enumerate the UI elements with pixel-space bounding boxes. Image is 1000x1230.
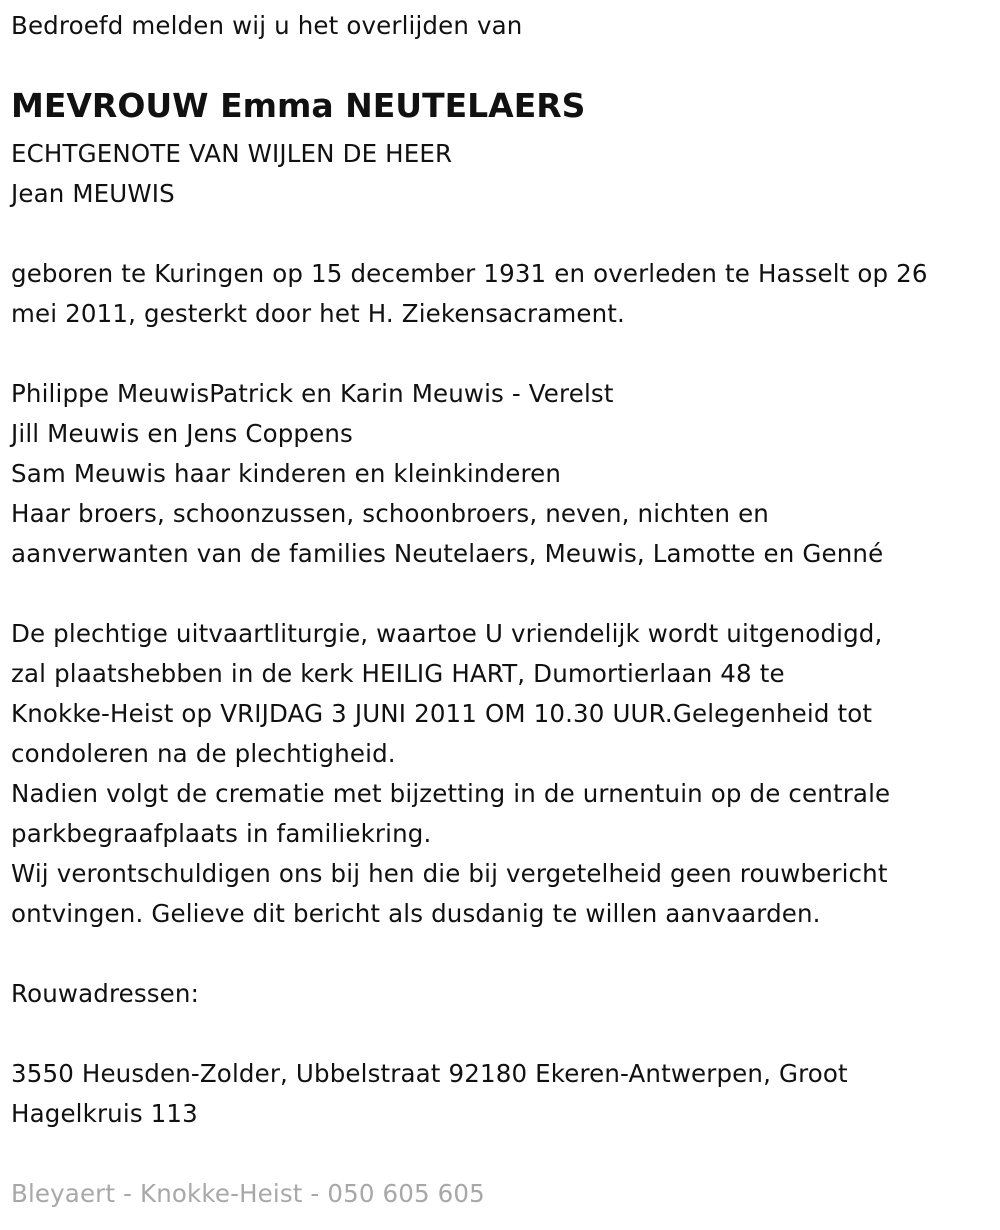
- family-line: Haar broers, schoonzussen, schoonbroers, neven, nichten en: [11, 499, 769, 528]
- family-line: Sam Meuwis haar kinderen en kleinkinderen: [11, 459, 562, 488]
- address-line: 3550 Heusden-Zolder, Ubbelstraat 92180 Ekeren-Antwerpen, Groot: [11, 1059, 848, 1088]
- ceremony-line: zal plaatshebben in de kerk HEILIG HART, Dumortierlaan 48 te: [11, 659, 785, 688]
- birth-death-line: mei 2011, gesterkt door het H. Ziekensacrament.: [11, 299, 625, 328]
- address-line: Hagelkruis 113: [11, 1099, 198, 1128]
- addresses-heading: Rouwadressen:: [11, 979, 199, 1008]
- ceremony-line: Nadien volgt de crematie met bijzetting in de urnentuin op de centrale: [11, 779, 891, 808]
- ceremony-line: ontvingen. Gelieve dit bericht als dusdanig te willen aanvaarden.: [11, 899, 821, 928]
- intro-text: Bedroefd melden wij u het overlijden van: [11, 11, 523, 40]
- deceased-relation: ECHTGENOTE VAN WIJLEN DE HEER: [11, 139, 453, 168]
- ceremony-line: De plechtige uitvaartliturgie, waartoe U vriendelijk wordt uitgenodigd,: [11, 619, 883, 648]
- ceremony-line: parkbegraafplaats in familiekring.: [11, 819, 432, 848]
- deceased-name: MEVROUW Emma NEUTELAERS: [11, 86, 586, 125]
- ceremony-line: Wij verontschuldigen ons bij hen die bij vergetelheid geen rouwbericht: [11, 859, 888, 888]
- family-line: Jill Meuwis en Jens Coppens: [11, 419, 353, 448]
- ceremony-line: Knokke-Heist op VRIJDAG 3 JUNI 2011 OM 10.30 UUR.Gelegenheid tot: [11, 699, 873, 728]
- birth-death-line: geboren te Kuringen op 15 december 1931 en overleden te Hasselt op 26: [11, 259, 928, 288]
- family-line: Philippe MeuwisPatrick en Karin Meuwis - Verelst: [11, 379, 614, 408]
- spouse-name: Jean MEUWIS: [11, 179, 175, 208]
- ceremony-line: condoleren na de plechtigheid.: [11, 739, 396, 768]
- funeral-home-footer: Bleyaert - Knokke-Heist - 050 605 605: [11, 1179, 485, 1208]
- family-line: aanverwanten van de families Neutelaers, Meuwis, Lamotte en Genné: [11, 539, 884, 568]
